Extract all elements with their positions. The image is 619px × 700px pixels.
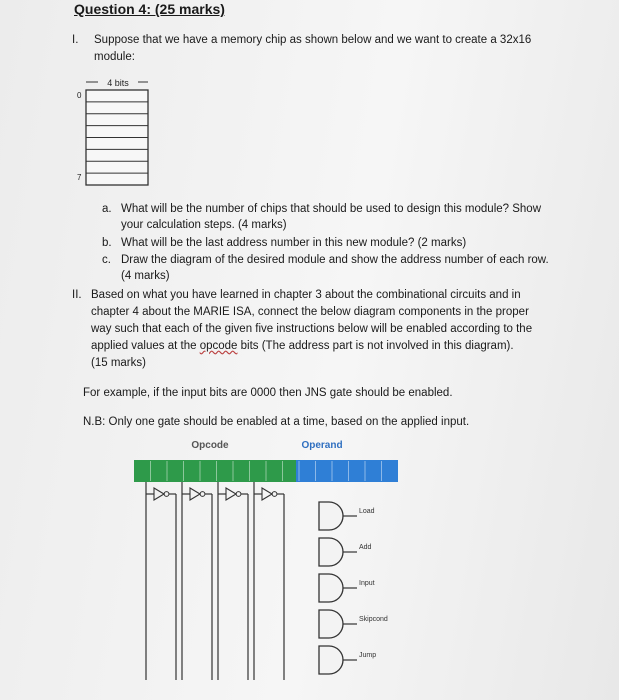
part2-line-4 xyxy=(91,339,514,354)
and-gate-load xyxy=(319,502,343,530)
subq-c-line-1: Draw the diagram of the desired module and show the address number of each row. xyxy=(121,254,549,266)
gate-diagram xyxy=(100,432,420,694)
and-gate-skipcond xyxy=(319,610,343,638)
part2-line-4-pre: applied values at the xyxy=(91,340,200,352)
operand-bits-bar xyxy=(296,460,398,482)
nb-text: N.B: Only one gate should be enabled at a time, based on the applied input. xyxy=(83,416,470,428)
subq-a-line-1: What will be the number of chips that should be used to design this module? Show xyxy=(121,203,541,215)
question-title: Question 4: (25 marks) xyxy=(74,1,225,17)
gate-label-jump: Jump xyxy=(359,652,377,659)
subq-a-marker: a. xyxy=(102,203,112,215)
part2-line-2: chapter 4 about the MARIE ISA, connect the below diagram components in the proper xyxy=(91,306,529,318)
subq-b-line-1: What will be the last address number in this new module? (2 marks) xyxy=(121,237,467,249)
operand-label: Operand xyxy=(301,440,343,451)
part1-numeral: I. xyxy=(72,34,79,46)
inverter-gate xyxy=(226,488,236,500)
opcode-bit-wires xyxy=(146,482,284,680)
part2-line-4-post: bits (The address part is not involved in this diagram). xyxy=(237,340,514,352)
chip-bits-label: 4 bits xyxy=(107,78,129,88)
chip-index-bottom: 7 xyxy=(77,173,82,182)
chip-index-top: 0 xyxy=(77,91,82,100)
inverter-gate xyxy=(190,488,200,500)
and-gate-add xyxy=(319,538,343,566)
part1-line-1: Suppose that we have a memory chip as shown below and we want to create a 32x16 xyxy=(94,34,532,46)
part2-line-1: Based on what you have learned in chapter 3 about the combinational circuits and in xyxy=(91,289,521,301)
inverter-gate xyxy=(154,488,164,500)
opcode-word: opcode xyxy=(199,340,238,352)
part2-numeral: II. xyxy=(72,289,82,301)
gate-label-input: Input xyxy=(359,580,375,587)
part1-line-2: module: xyxy=(94,51,135,63)
gate-label-add: Add xyxy=(359,544,372,551)
subq-c-line-2: (4 marks) xyxy=(121,270,170,282)
opcode-bits-bar xyxy=(134,460,296,482)
subq-c-marker: c. xyxy=(102,254,111,266)
and-gate-input xyxy=(319,574,343,602)
and-gate-jump xyxy=(319,646,343,674)
opcode-label: Opcode xyxy=(191,440,229,451)
gate-label-load: Load xyxy=(359,508,375,515)
memory-chip-diagram xyxy=(70,74,150,190)
subq-b-marker: b. xyxy=(102,237,112,249)
inverter-gate xyxy=(262,488,272,500)
part2-line-3: way such that each of the given five instructions below will be enabled according to the xyxy=(91,323,533,335)
part2-line-5: (15 marks) xyxy=(91,357,146,369)
and-gates xyxy=(319,502,388,674)
subq-a-line-2: your calculation steps. (4 marks) xyxy=(121,219,287,231)
example-text: For example, if the input bits are 0000 then JNS gate should be enabled. xyxy=(83,387,453,399)
gate-label-skipcond: Skipcond xyxy=(359,616,388,623)
